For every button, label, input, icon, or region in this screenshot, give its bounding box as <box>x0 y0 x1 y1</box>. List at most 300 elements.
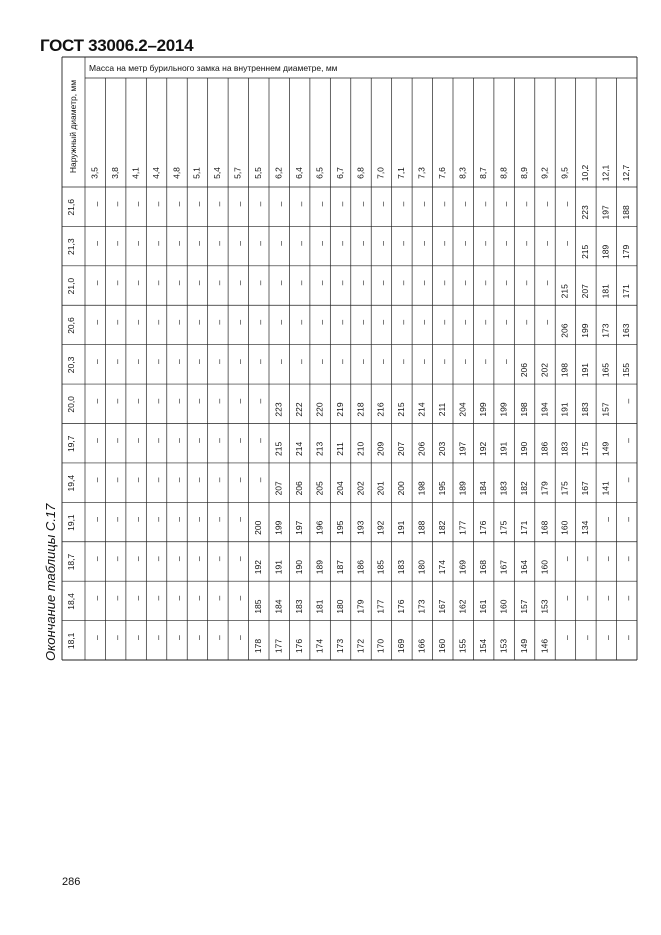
table-cell: 157 <box>600 402 611 417</box>
table-cell: – <box>275 280 286 286</box>
table-cell: 195 <box>334 520 345 535</box>
table-cell: – <box>214 359 225 365</box>
table-cell: – <box>111 635 122 640</box>
table-cell: 197 <box>293 520 304 535</box>
table-cell: – <box>541 280 552 286</box>
table-cell: – <box>336 241 347 246</box>
outer-diameter-label: 18,4 <box>65 593 76 610</box>
table-cell: 179 <box>539 481 550 496</box>
table-caption: Окончание таблицы С.17 <box>43 503 58 661</box>
table-cell: – <box>459 241 470 246</box>
table-cell: 168 <box>539 520 550 535</box>
table-cell: – <box>275 319 286 325</box>
table-cell: – <box>377 319 388 325</box>
table-cell: 223 <box>580 205 591 220</box>
table-cell: – <box>234 595 245 601</box>
outer-diameter-label: 21,3 <box>65 238 76 255</box>
table-cell: – <box>132 280 143 286</box>
table-cell: – <box>336 201 347 207</box>
table-cell: – <box>357 201 368 207</box>
table-cell: 155 <box>621 362 632 378</box>
table-cell: – <box>541 319 552 325</box>
table-cell: 215 <box>580 244 591 259</box>
inner-diameter-header: 12,1 <box>600 164 611 182</box>
table-cell: 167 <box>498 560 509 575</box>
table-cell: – <box>152 241 163 246</box>
table-cell: – <box>193 438 204 443</box>
inner-diameter-header: 9,2 <box>539 167 550 179</box>
table-cell: – <box>234 556 245 562</box>
table-cell: – <box>234 398 245 404</box>
table-cell: – <box>91 319 102 325</box>
table-cell: 216 <box>375 402 386 417</box>
table-cell: – <box>152 201 163 207</box>
table-cell: – <box>561 556 572 562</box>
table-cell: 190 <box>293 560 304 575</box>
table-cell: 193 <box>355 520 366 535</box>
table-cell: – <box>111 201 122 207</box>
table-cell: – <box>602 516 613 522</box>
table-cell: 176 <box>477 520 488 535</box>
inner-diameter-header: 6,8 <box>355 167 366 179</box>
table-cell: – <box>500 319 511 325</box>
table-cell: 199 <box>273 520 284 535</box>
table-cell: – <box>91 556 102 562</box>
table-cell: – <box>234 359 245 365</box>
table-cell: – <box>336 319 347 325</box>
table-cell: 213 <box>314 441 325 457</box>
table-cell: – <box>602 556 613 562</box>
table-cell: – <box>357 241 368 246</box>
table-cell: – <box>173 359 184 365</box>
table-cell: 178 <box>253 638 264 654</box>
outer-diameter-label: 19,7 <box>65 435 76 453</box>
table-cell: – <box>295 280 306 286</box>
table-cell: – <box>214 635 225 640</box>
table-cell: 169 <box>396 638 407 654</box>
document-title: ГОСТ 33006.2–2014 <box>40 36 194 55</box>
table-cell: 183 <box>498 481 509 496</box>
table-cell: – <box>91 398 102 404</box>
table-cell: – <box>377 201 388 207</box>
table-cell: – <box>132 438 143 443</box>
table-cell: – <box>111 241 122 246</box>
table-cell: 175 <box>498 520 509 535</box>
table-cell: 214 <box>293 441 304 457</box>
table-cell: – <box>173 595 184 601</box>
table-cell: – <box>520 319 531 325</box>
table-cell: – <box>173 516 184 522</box>
table-cell: – <box>214 319 225 325</box>
table-cell: – <box>561 635 572 640</box>
table-cell: – <box>623 516 634 522</box>
table-cell: – <box>214 398 225 404</box>
table-cell: – <box>132 241 143 246</box>
table-cell: 198 <box>518 402 529 417</box>
outer-diameter-label: 18,1 <box>65 632 76 650</box>
table-cell: – <box>439 319 450 325</box>
table-cell: – <box>439 359 450 365</box>
table-cell: – <box>541 241 552 246</box>
table-cell: – <box>623 635 634 640</box>
table-cell: 149 <box>600 441 611 457</box>
outer-diameter-label: 20,3 <box>65 356 76 374</box>
header-left-label: Наружный диаметр, мм <box>67 79 78 174</box>
table-cell: – <box>193 516 204 522</box>
table-cell: – <box>418 319 429 325</box>
table-cell: 174 <box>437 560 448 575</box>
table-cell: – <box>234 516 245 522</box>
table-cell: – <box>193 319 204 325</box>
table-cell: – <box>602 635 613 640</box>
table-cell: – <box>377 241 388 246</box>
table-cell: 223 <box>273 402 284 417</box>
table-cell: 181 <box>600 284 611 299</box>
table-cell: – <box>398 280 409 286</box>
table-cell: 170 <box>375 638 386 654</box>
table-cell: – <box>152 595 163 601</box>
table-cell: 202 <box>355 481 366 496</box>
table-cell: – <box>500 280 511 286</box>
table-cell: 183 <box>396 560 407 575</box>
table-cell: – <box>255 398 266 404</box>
table-cell: 173 <box>416 599 427 614</box>
table-cell: 185 <box>375 560 386 575</box>
table-cell: – <box>336 280 347 286</box>
table-cell: – <box>152 556 163 562</box>
table-cell: – <box>132 635 143 640</box>
table-cell: 134 <box>580 520 591 535</box>
table-cell: 179 <box>621 244 632 259</box>
outer-diameter-label: 19,1 <box>65 514 76 531</box>
table-cell: 200 <box>396 481 407 496</box>
table-cell: – <box>520 241 531 246</box>
table-cell: 188 <box>416 520 427 535</box>
table-cell: – <box>214 516 225 522</box>
table-cell: – <box>214 241 225 246</box>
table-cell: – <box>132 319 143 325</box>
table-cell: 205 <box>314 481 325 496</box>
table-cell: – <box>193 595 204 601</box>
table-cell: 191 <box>273 560 284 575</box>
table-cell: – <box>623 477 634 483</box>
table-cell: – <box>500 359 511 365</box>
inner-diameter-header: 6,4 <box>293 167 304 179</box>
table-cell: 153 <box>498 638 509 654</box>
table-cell: 174 <box>314 638 325 654</box>
table-cell: 157 <box>518 599 529 614</box>
table-cell: 207 <box>580 284 591 299</box>
table-cell: – <box>479 280 490 286</box>
table-cell: – <box>398 359 409 365</box>
table-cell: – <box>111 595 122 601</box>
table-cell: – <box>193 359 204 365</box>
table-cell: – <box>91 201 102 207</box>
table-cell: – <box>91 635 102 640</box>
table-cell: 197 <box>600 205 611 220</box>
inner-diameter-header: 3,5 <box>89 167 100 179</box>
table-cell: 192 <box>375 520 386 535</box>
table-cell: – <box>479 319 490 325</box>
table-cell: 175 <box>559 481 570 496</box>
table-cell: – <box>459 201 470 207</box>
table-cell: 172 <box>355 638 366 654</box>
table-cell: – <box>132 398 143 404</box>
table-cell: – <box>91 280 102 286</box>
table-cell: 168 <box>477 560 488 575</box>
table-cell: – <box>234 438 245 443</box>
table-cell: 187 <box>334 560 345 575</box>
table-cell: – <box>479 241 490 246</box>
table-cell: 219 <box>334 402 345 417</box>
table-cell: 146 <box>539 638 550 654</box>
table-cell: – <box>111 398 122 404</box>
outer-diameter-label: 20,0 <box>65 396 76 413</box>
table-cell: 166 <box>416 638 427 654</box>
table-cell: – <box>173 635 184 640</box>
table-cell: – <box>459 280 470 286</box>
table-cell: – <box>295 201 306 207</box>
table-cell: – <box>91 438 102 443</box>
inner-diameter-header: 8,8 <box>498 167 509 179</box>
inner-diameter-header: 5,7 <box>232 167 243 179</box>
header-top-label: Масса на метр бурильного замка на внутреннем диаметре, мм <box>89 62 338 73</box>
table-cell: 204 <box>457 402 468 417</box>
table-cell: 191 <box>396 520 407 535</box>
table-cell: – <box>193 556 204 562</box>
table-cell: – <box>152 438 163 443</box>
table-cell: 214 <box>416 402 427 417</box>
table-cell: 149 <box>518 638 529 654</box>
table-cell: – <box>255 438 266 443</box>
table-cell: – <box>234 280 245 286</box>
table-cell: – <box>214 595 225 601</box>
table-cell: 183 <box>293 599 304 614</box>
table-cell: – <box>255 241 266 246</box>
inner-diameter-header: 5,1 <box>191 167 202 179</box>
table-cell: 189 <box>600 244 611 259</box>
table-cell: 160 <box>559 520 570 535</box>
table-cell: 169 <box>457 560 468 575</box>
table-cell: – <box>111 516 122 522</box>
table-cell: 176 <box>293 638 304 654</box>
table-cell: – <box>193 241 204 246</box>
table-cell: 175 <box>580 441 591 457</box>
table-cell: – <box>214 556 225 562</box>
table-cell: – <box>459 319 470 325</box>
table-cell: 185 <box>253 599 264 614</box>
table-cell: – <box>418 241 429 246</box>
table-cell: – <box>132 201 143 207</box>
table-cell: 191 <box>580 362 591 378</box>
table-cell: 177 <box>457 520 468 535</box>
table-cell: 198 <box>559 362 570 378</box>
table-cell: 141 <box>600 481 611 496</box>
table-cell: – <box>623 438 634 443</box>
table-cell: 184 <box>273 599 284 614</box>
table-cell: 183 <box>580 402 591 417</box>
table-cell: – <box>214 438 225 443</box>
table-cell: – <box>111 359 122 365</box>
inner-diameter-header: 7,1 <box>396 167 407 179</box>
table-cell: – <box>132 477 143 483</box>
inner-diameter-header: 3,8 <box>109 167 120 179</box>
table-cell: – <box>500 201 511 207</box>
table-cell: – <box>91 477 102 483</box>
table-cell: – <box>520 280 531 286</box>
table-cell: – <box>316 241 327 246</box>
table-cell: – <box>173 241 184 246</box>
table-cell: – <box>234 241 245 246</box>
table-cell: – <box>173 438 184 443</box>
table-cell: – <box>316 319 327 325</box>
table-cell: 210 <box>355 441 366 457</box>
table-cell: – <box>111 280 122 286</box>
inner-diameter-header: 6,5 <box>314 167 325 179</box>
table-cell: 179 <box>355 599 366 614</box>
table-cell: 197 <box>457 441 468 457</box>
table-cell: – <box>193 477 204 483</box>
outer-diameter-label: 21,0 <box>65 277 76 295</box>
table-cell: – <box>91 241 102 246</box>
table-cell: – <box>500 241 511 246</box>
table-cell: 182 <box>518 481 529 496</box>
table-cell: – <box>439 201 450 207</box>
table-cell: 222 <box>293 402 304 417</box>
table-cell: – <box>336 359 347 365</box>
table-cell: – <box>398 319 409 325</box>
table-cell: – <box>152 398 163 404</box>
table-cell: – <box>255 280 266 286</box>
table-cell: – <box>255 477 266 483</box>
table-cell: – <box>111 319 122 325</box>
table-cell: 167 <box>437 599 448 614</box>
page-number: 286 <box>62 876 81 888</box>
inner-diameter-header: 7,0 <box>375 167 386 179</box>
table-cell: – <box>111 477 122 483</box>
table-cell: – <box>561 201 572 207</box>
table-cell: 206 <box>518 362 529 378</box>
table-cell: – <box>91 359 102 365</box>
outer-diameter-label: 18,7 <box>65 553 76 571</box>
table-cell: 183 <box>559 441 570 457</box>
table-cell: – <box>173 398 184 404</box>
table-cell: 176 <box>396 599 407 614</box>
table-cell: – <box>275 359 286 365</box>
table-cell: – <box>152 359 163 365</box>
table-cell: – <box>173 319 184 325</box>
table-cell: – <box>377 280 388 286</box>
table-cell: – <box>234 319 245 325</box>
table-cell: – <box>214 201 225 207</box>
table-cell: – <box>520 201 531 207</box>
table-cell: 164 <box>518 560 529 575</box>
table-cell: – <box>541 201 552 207</box>
table-cell: 206 <box>293 481 304 496</box>
table-cell: – <box>582 635 593 640</box>
table-cell: 194 <box>539 402 550 417</box>
table-cell: – <box>255 201 266 207</box>
table-cell: – <box>193 280 204 286</box>
table-cell: – <box>152 635 163 640</box>
table-cell: – <box>439 241 450 246</box>
table-cell: 199 <box>498 402 509 417</box>
inner-diameter-header: 12,7 <box>621 164 632 182</box>
table-cell: 203 <box>437 441 448 457</box>
table-cell: – <box>275 201 286 207</box>
table-cell: – <box>255 359 266 365</box>
table-cell: – <box>132 359 143 365</box>
inner-diameter-header: 7,3 <box>416 167 427 179</box>
table-cell: – <box>152 319 163 325</box>
table-cell: – <box>623 595 634 601</box>
table-cell: – <box>418 280 429 286</box>
table-cell: 186 <box>539 441 550 457</box>
table-cell: – <box>255 319 266 325</box>
table-cell: – <box>357 359 368 365</box>
table-cell: 165 <box>600 362 611 378</box>
table-cell: 201 <box>375 481 386 496</box>
table-cell: – <box>91 595 102 601</box>
table-cell: 207 <box>273 481 284 496</box>
table-cell: – <box>214 280 225 286</box>
table-cell: – <box>418 359 429 365</box>
table-cell: 173 <box>334 638 345 654</box>
table-cell: 188 <box>621 205 632 220</box>
table-cell: 163 <box>621 323 632 338</box>
table-cell: 192 <box>477 441 488 457</box>
table-cell: 195 <box>437 481 448 496</box>
table-cell: 198 <box>416 481 427 496</box>
table-cell: – <box>357 280 368 286</box>
inner-diameter-header: 8,3 <box>457 167 468 179</box>
table-cell: – <box>479 201 490 207</box>
table-cell: – <box>91 516 102 522</box>
table-cell: – <box>602 595 613 601</box>
table-cell: – <box>316 280 327 286</box>
table-cell: 177 <box>273 638 284 654</box>
table-cell: 161 <box>477 599 488 614</box>
table-cell: – <box>193 398 204 404</box>
table-cell: 180 <box>416 560 427 575</box>
table-cell: 153 <box>539 599 550 614</box>
table-cell: 160 <box>498 599 509 614</box>
table-cell: – <box>295 359 306 365</box>
table-cell: – <box>398 241 409 246</box>
table-cell: – <box>377 359 388 365</box>
table-cell: – <box>173 477 184 483</box>
table-cell: 191 <box>498 441 509 457</box>
table-cell: 215 <box>559 284 570 299</box>
table-cell: – <box>479 359 490 365</box>
table-cell: 182 <box>437 520 448 535</box>
table-cell: – <box>234 477 245 483</box>
inner-diameter-header: 4,8 <box>171 167 182 179</box>
table-cell: – <box>173 280 184 286</box>
table-cell: 204 <box>334 481 345 496</box>
table-cell: – <box>132 595 143 601</box>
table-cell: – <box>561 595 572 601</box>
inner-diameter-header: 5,5 <box>253 167 264 179</box>
table-cell: 206 <box>416 441 427 457</box>
table-cell: – <box>459 359 470 365</box>
table-cell: 200 <box>253 520 264 535</box>
table-cell: – <box>234 635 245 640</box>
table-cell: 192 <box>253 560 264 575</box>
table-cell: 206 <box>559 323 570 338</box>
inner-diameter-header: 9,5 <box>559 167 570 179</box>
table-cell: – <box>111 556 122 562</box>
